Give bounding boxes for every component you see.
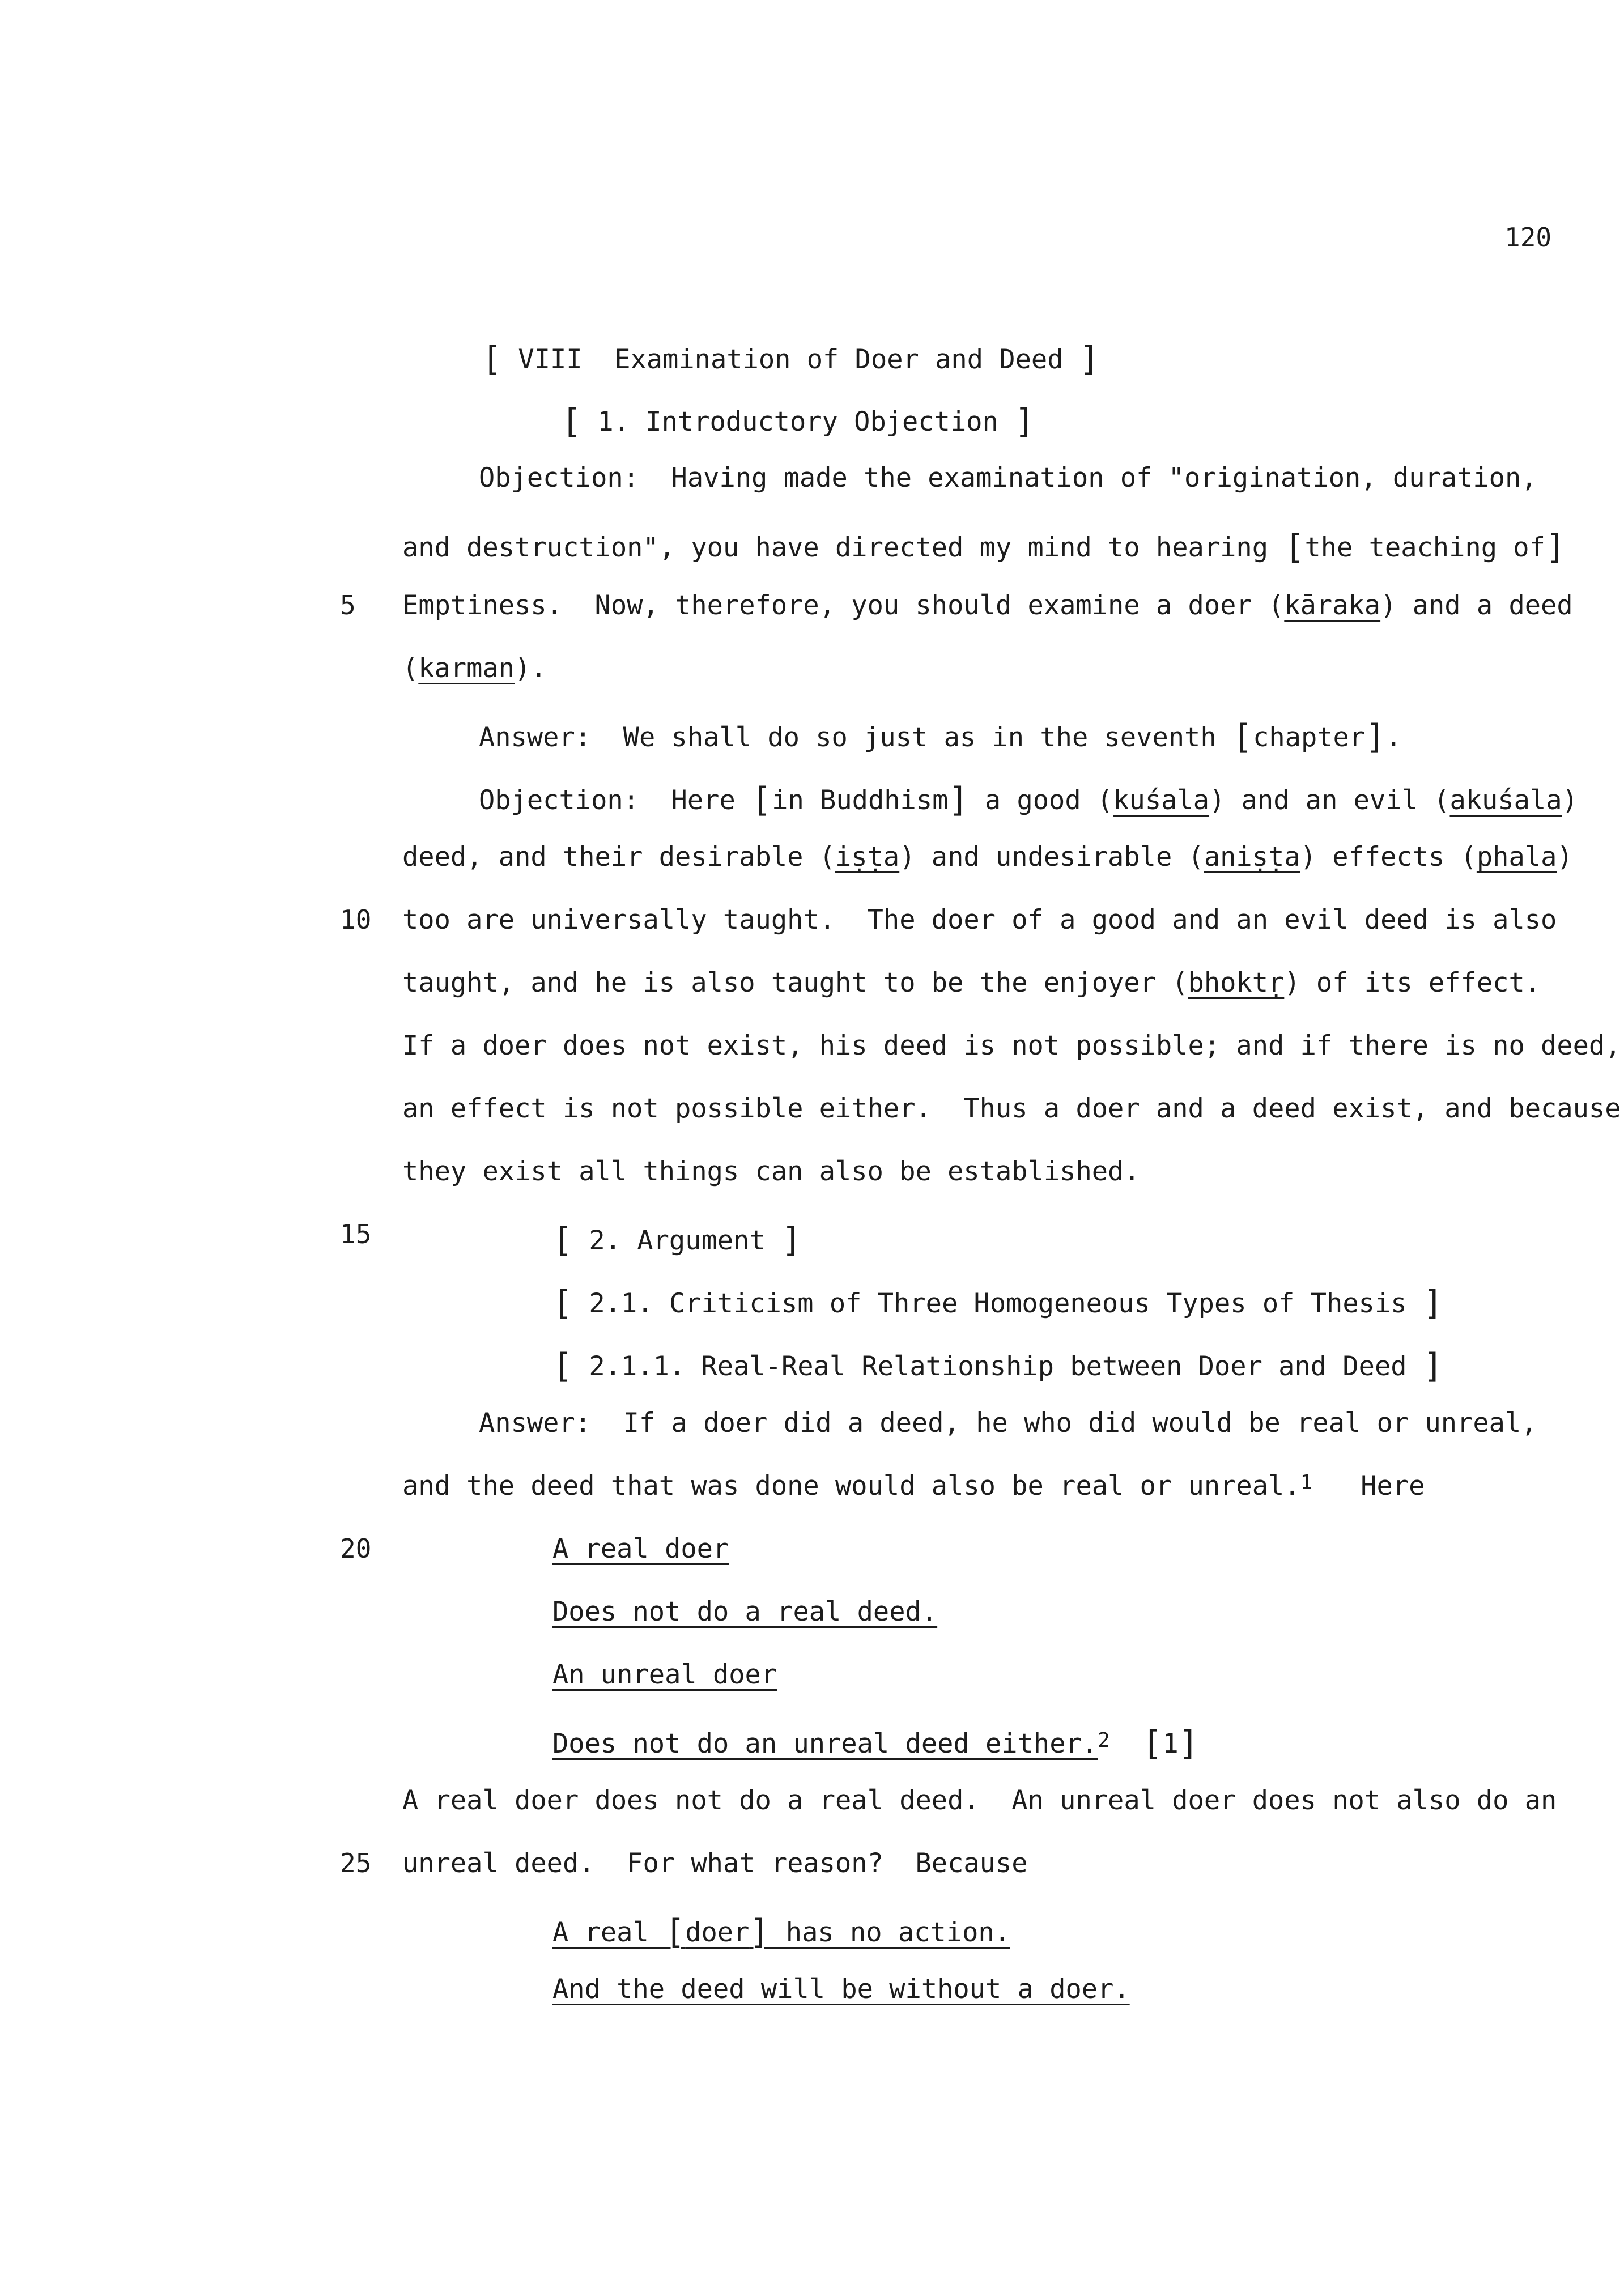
verse-line: A real [doer] has no action.: [552, 1912, 1010, 1952]
page-number: 120: [1504, 222, 1552, 253]
verse-reference: 1: [1162, 1728, 1179, 1759]
sanskrit-term: kāraka: [1284, 590, 1381, 621]
line-number: 5: [340, 590, 356, 620]
paragraph-line: Emptiness. Now, therefore, you should examine a doer (kāraka) and a deed: [402, 590, 1573, 621]
verse-line: Does not do an unreal deed either.$^2$ [1]: [552, 1724, 1199, 1763]
sanskrit-term: aniṣṭa: [1204, 841, 1300, 873]
paragraph-line: If a doer does not exist, his deed is not possible; and if there is no deed,: [402, 1030, 1621, 1061]
line-number: 10: [340, 904, 372, 935]
line-number: 15: [340, 1219, 372, 1249]
paragraph-line: deed, and their desirable (iṣṭa) and undesirable (aniṣṭa) effects (phala): [402, 841, 1573, 873]
verse-line: And the deed will be without a doer.: [552, 1974, 1130, 2005]
section-heading-2-1-1: [ 2.1.1. Real-Real Relationship between Doer and Deed ]: [552, 1346, 1443, 1386]
chapter-heading: [ VIII Examination of Doer and Deed ]: [482, 339, 1100, 379]
paragraph-line: Answer: If a doer did a deed, he who did would be real or unreal,: [479, 1408, 1537, 1439]
section-heading-2: [ 2. Argument ]: [552, 1221, 802, 1260]
paragraph-line: they exist all things can also be established.: [402, 1156, 1140, 1187]
sanskrit-term: bhoktṛ: [1188, 967, 1285, 998]
paragraph-line: an effect is not possible either. Thus a doer and a deed exist, and because: [402, 1093, 1621, 1124]
paragraph-line: unreal deed. For what reason? Because: [402, 1848, 1028, 1879]
sanskrit-term: karman: [418, 653, 515, 684]
paragraph-line: A real doer does not do a real deed. An unreal doer does not also do an: [402, 1785, 1557, 1816]
paragraph-line: Objection: Having made the examination of "origination, duration,: [479, 462, 1537, 494]
verse-line: A real doer: [552, 1533, 729, 1564]
section-heading-1: [ 1. Introductory Objection ]: [561, 402, 1035, 441]
verse-line: Does not do a real deed.: [552, 1596, 938, 1627]
verse-line: An unreal doer: [552, 1659, 777, 1690]
sanskrit-term: iṣṭa: [835, 841, 900, 873]
line-number: 25: [340, 1848, 372, 1878]
paragraph-line: taught, and he is also taught to be the enjoyer (bhoktṛ) of its effect.: [402, 967, 1541, 998]
paragraph-line: Answer: We shall do so just as in the seventh [chapter].: [479, 717, 1402, 757]
footnote-marker: 1: [1300, 1471, 1313, 1494]
paragraph-line: and destruction", you have directed my mind to hearing [the teaching of]: [402, 528, 1566, 567]
footnote-marker: 2: [1098, 1729, 1110, 1752]
paragraph-line: and the deed that was done would also be real or unreal.$^1$ Here: [402, 1470, 1425, 1502]
line-number: 20: [340, 1533, 372, 1564]
section-heading-2-1: [ 2.1. Criticism of Three Homogeneous Types of Thesis ]: [552, 1283, 1443, 1323]
paragraph-line: (karman).: [402, 653, 547, 684]
sanskrit-term: kuśala: [1113, 785, 1210, 816]
paragraph-line: too are universally taught. The doer of a good and an evil deed is also: [402, 904, 1557, 936]
paragraph-line: Objection: Here [in Buddhism] a good (kuśala) and an evil (akuśala): [479, 780, 1578, 820]
sanskrit-term: akuśala: [1449, 785, 1562, 816]
sanskrit-term: phala: [1476, 841, 1557, 873]
